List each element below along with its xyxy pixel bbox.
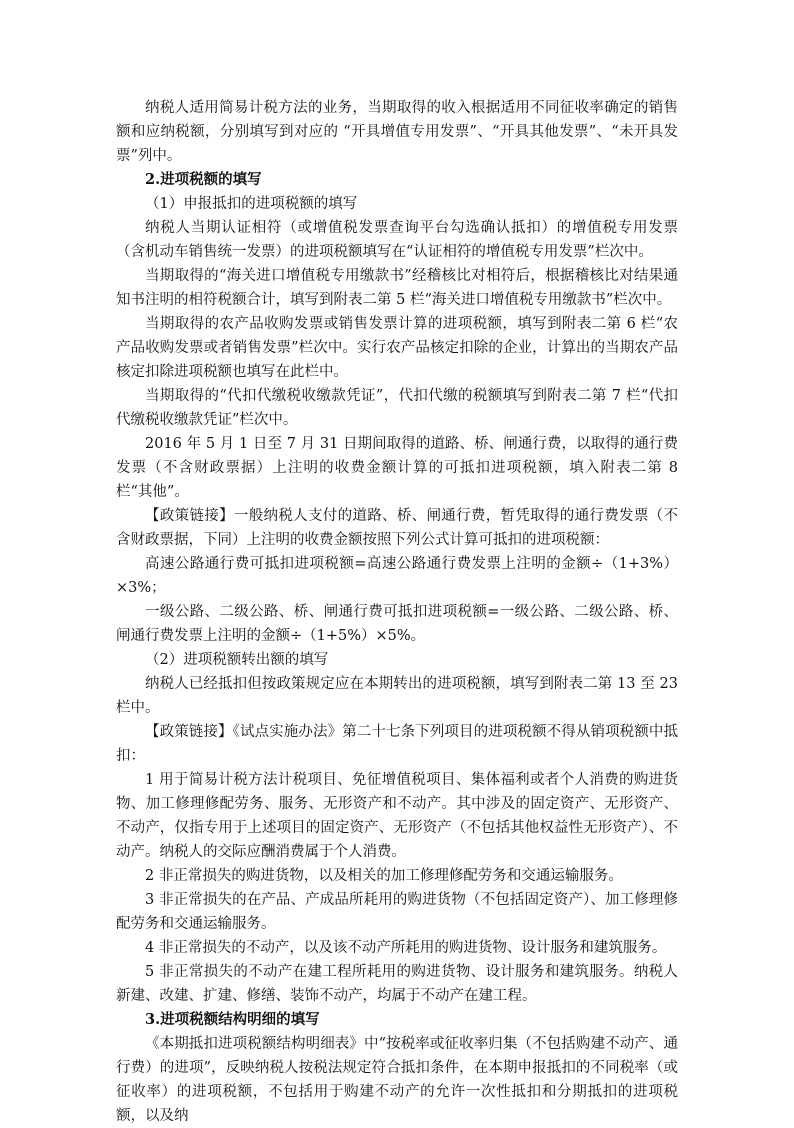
list-item: 5 非正常损失的不动产在建工程所耗用的购进货物、设计服务和建筑服务。纳税人新建、改建、扩建、修缮、装饰不动产，均属于不动产在建工程。 (116, 964, 678, 1004)
policy-link-paragraph: 【政策链接】一般纳税人支付的道路、桥、闸通行费，暂凭取得的通行费发票（不含财政票据，下同）上注明的收费金额按照下列公式计算可抵扣的进项税额： (116, 508, 678, 548)
paragraph: 《本期抵扣进项税额结构明细表》中“按税率或征收率归集（不包括购建不动产、通行费）的进项”，反映纳税人按税法规定符合抵扣条件，在本期申报抵扣的不同税率（或征收率）的进项税额，不包括用于购建不动产的允许一次性抵扣和分期抵扣的进项税额，以及纳 (116, 1036, 678, 1124)
list-item: 1 用于简易计税方法计税项目、免征增值税项目、集体福利或者个人消费的购进货物、加工修理修配劳务、服务、无形资产和不动产。其中涉及的固定资产、无形资产、不动产，仅指专用于上述项目的固定资产、无形资产（不包括其他权益性无形资产）、不动产。纳税人的交际应酬消费属于个人消费。 (116, 772, 678, 860)
section-heading: 2.进项税额的填写 (145, 171, 262, 188)
list-item: 2 非正常损失的购进货物，以及相关的加工修理修配劳务和交通运输服务。 (145, 868, 623, 884)
policy-link-paragraph: 【政策链接】《试点实施办法》第二十七条下列项目的进项税额不得从销项税额中抵扣： (116, 724, 678, 764)
paragraph: 2016 年 5 月 1 日至 7 月 31 日期间取得的道路、桥、闸通行费，以取得的通行费发票（不含财政票据）上注明的收费金额计算的可抵扣进项税额，填入附表二第 8 栏“其他”。 (116, 436, 678, 500)
paragraph: 纳税人已经抵扣但按政策规定应在本期转出的进项税额，填写到附表二第 13 至 23 栏中。 (116, 676, 678, 716)
list-item: 4 非正常损失的不动产，以及该不动产所耗用的购进货物、设计服务和建筑服务。 (145, 940, 667, 956)
paragraph: 当期取得的“代扣代缴税收缴款凭证”，代扣代缴的税额填写到附表二第 7 栏“代扣代缴税收缴款凭证”栏次中。 (116, 388, 678, 428)
paragraph: 纳税人适用简易计税方法的业务，当期取得的收入根据适用不同征收率确定的销售额和应纳税额，分别填写到对应的 “开具增值专用发票”、“开具其他发票”、“未开具发票”列中。 (116, 100, 678, 164)
paragraph: 纳税人当期认证相符（或增值税发票查询平台勾选确认抵扣）的增值税专用发票（含机动车销售统一发票）的进项税额填写在“认证相符的增值税专用发票”栏次中。 (116, 220, 678, 260)
paragraph: 当期取得的农产品收购发票或销售发票计算的进项税额，填写到附表二第 6 栏“农产品收购发票或者销售发票”栏次中。实行农产品核定扣除的企业，计算出的当期农产品核定扣除进项税额也填写在此栏中。 (116, 316, 678, 380)
document-body (116, 96, 678, 1128)
formula-paragraph: 一级公路、二级公路、桥、闸通行费可抵扣进项税额=一级公路、二级公路、桥、闸通行费发票上注明的金额÷（1+5%）×5%。 (116, 604, 678, 644)
formula-paragraph: 高速公路通行费可抵扣进项税额=高速公路通行费发票上注明的金额÷（1+3%）×3%； (116, 556, 678, 596)
subsection-heading: （1）申报抵扣的进项税额的填写 (145, 196, 358, 212)
section-heading: 3.进项税额结构明细的填写 (145, 1011, 320, 1028)
list-item: 3 非正常损失的在产品、产成品所耗用的购进货物（不包括固定资产）、加工修理修配劳务和交通运输服务。 (116, 892, 678, 932)
paragraph: 当期取得的“海关进口增值税专用缴款书”经稽核比对相符后，根据稽核比对结果通知书注明的相符税额合计，填写到附表二第 5 栏“海关进口增值税专用缴款书”栏次中。 (116, 268, 678, 308)
subsection-heading: （2）进项税额转出额的填写 (145, 652, 329, 668)
